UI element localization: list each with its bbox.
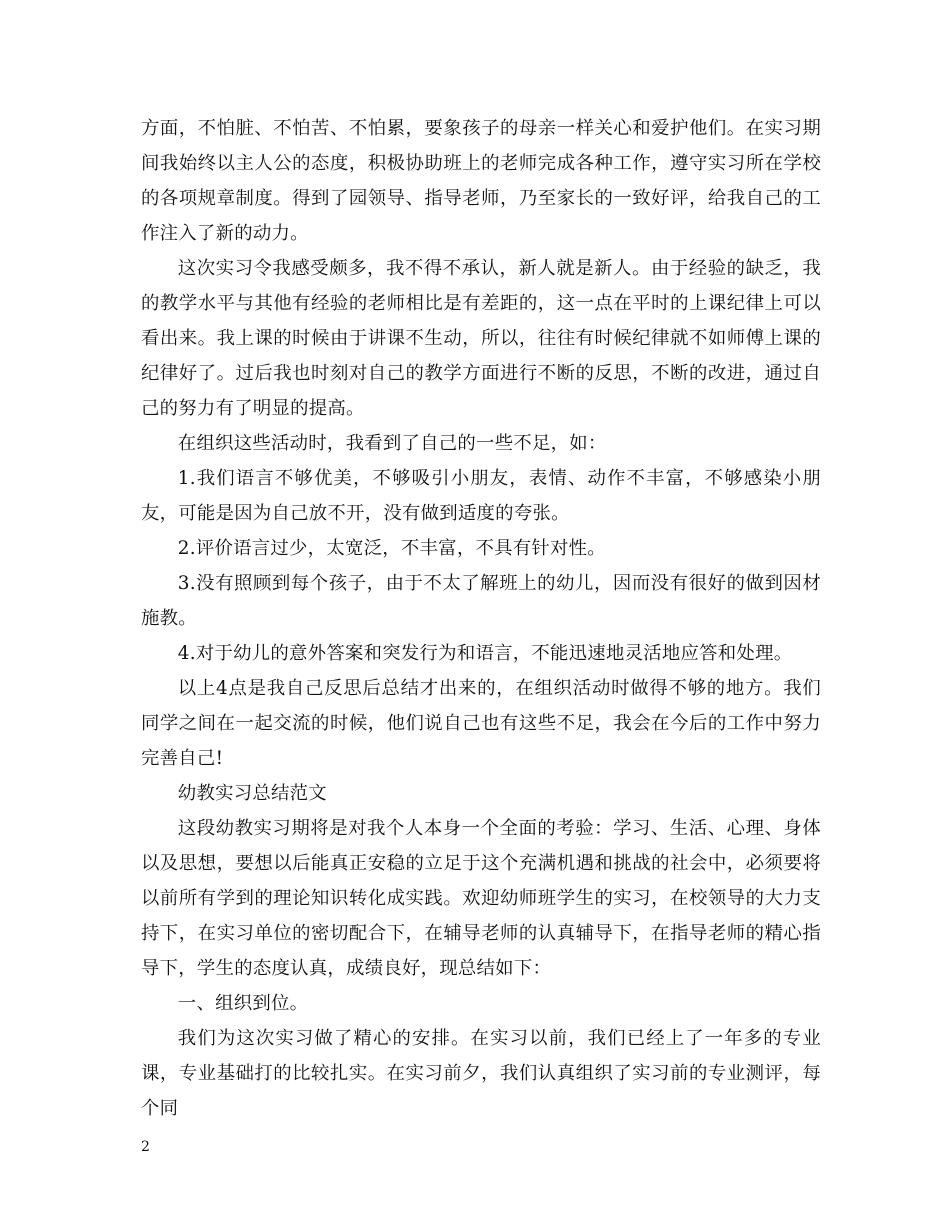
paragraph: 我们为这次实习做了精心的安排。在实习以前，我们已经上了一年多的专业课，专业基础打的比较扎实。在实习前夕，我们认真组织了实习前的专业测评，每个同 — [141, 1028, 821, 1119]
list-item: 1.我们语言不够优美，不够吸引小朋友，表情、动作不丰富，不够感染小朋友，可能是因为自己放不开，没有做到适度的夸张。 — [141, 468, 821, 524]
paragraph: 这段幼教实习期将是对我个人本身一个全面的考验：学习、生活、心理、身体以及思想，要想以后能真正安稳的立足于这个充满机遇和挑战的社会中，必须要将以前所有学到的理论知识转化成实践。欢迎幼师班学生的实习，在校领导的大力支持下，在实习单位的密切配合下，在辅导老师的认真辅导下，在指导老师的精心指导下，学生的态度认真，成绩良好，现总结如下： — [141, 818, 821, 979]
paragraph: 方面，不怕脏、不怕苦、不怕累，要象孩子的母亲一样关心和爱护他们。在实习期间我始终以主人公的态度，积极协助班上的老师完成各种工作，遵守实习所在学校的各项规章制度。得到了园领导、指导老师，乃至家长的一致好评，给我自己的工作注入了新的动力。 — [141, 118, 821, 244]
paragraph: 这次实习令我感受颇多，我不得不承认，新人就是新人。由于经验的缺乏，我的教学水平与其他有经验的老师相比是有差距的，这一点在平时的上课纪律上可以看出来。我上课的时候由于讲课不生动，所以，往往有时候纪律就不如师傅上课的纪律好了。过后我也时刻对自己的教学方面进行不断的反思，不断的改进，通过自己的努力有了明显的提高。 — [141, 258, 821, 419]
section-heading: 幼教实习总结范文 — [177, 783, 327, 804]
list-item: 4.对于幼儿的意外答案和突发行为和语言，不能迅速地灵活地应答和处理。 — [177, 643, 793, 664]
list-item: 2.评价语言过少，太宽泛，不丰富，不具有针对性。 — [177, 538, 606, 559]
list-item: 3.没有照顾到每个孩子，由于不太了解班上的幼儿，因而没有很好的做到因材施教。 — [141, 573, 821, 629]
page-number: 2 — [141, 1139, 150, 1155]
subsection-heading: 一、组织到位。 — [177, 993, 309, 1014]
document-body — [141, 111, 821, 1126]
paragraph: 以上4点是我自己反思后总结才出来的，在组织活动时做得不够的地方。我们同学之间在一起交流的时候，他们说自己也有这些不足，我会在今后的工作中努力完善自己! — [141, 678, 821, 769]
paragraph: 在组织这些活动时，我看到了自己的一些不足，如： — [177, 433, 607, 454]
